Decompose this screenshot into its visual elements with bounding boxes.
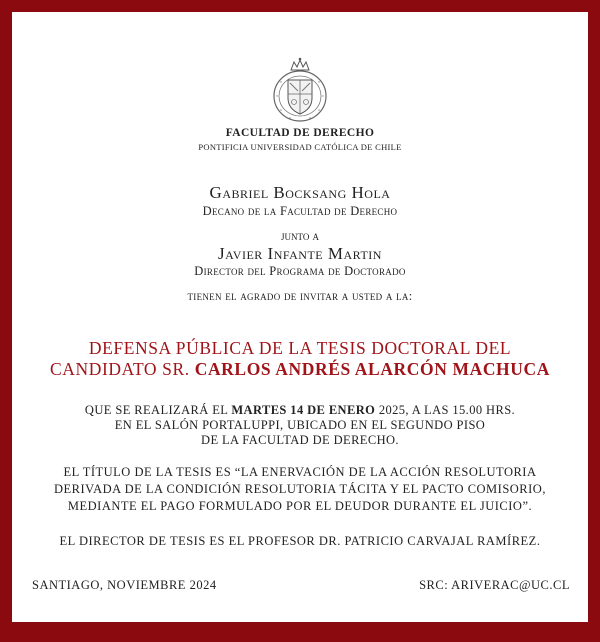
event-title-line1: DEFENSA PÚBLICA DE LA TESIS DOCTORAL DEL bbox=[88, 338, 512, 358]
university-name: PONTIFICIA UNIVERSIDAD CATÓLICA DE CHILE bbox=[198, 142, 402, 152]
details-line2: EN EL SALÓN PORTALUPPI, UBICADO EN EL SEGUNDO PISO bbox=[114, 418, 486, 432]
candidate-name: CARLOS ANDRÉS ALARCÓN MACHUCA bbox=[194, 359, 550, 379]
event-title bbox=[12, 338, 588, 380]
src-contact: SRC: ARIVERAC@UC.CL bbox=[419, 578, 570, 592]
details-line1 bbox=[12, 403, 588, 418]
university-seal-icon bbox=[271, 56, 329, 124]
invitation-card bbox=[12, 12, 588, 622]
thesis-line2: DERIVADA DE LA CONDICIÓN RESOLUTORIA TÁCITA Y EL PACTO COMISORIO, bbox=[54, 482, 546, 496]
event-time: 2025, A LAS 15.00 HRS. bbox=[378, 403, 516, 417]
place-date: SANTIAGO, NOVIEMBRE 2024 bbox=[32, 578, 217, 592]
event-date: MARTES 14 DE ENERO bbox=[231, 403, 376, 417]
dean-role: Decano de la Facultad de Derecho bbox=[202, 204, 398, 218]
thesis-line1: EL TÍTULO DE LA TESIS ES “LA ENERVACIÓN DE LA ACCIÓN RESOLUTORIA bbox=[63, 465, 537, 479]
thesis-title bbox=[12, 464, 588, 515]
thesis-director: EL DIRECTOR DE TESIS ES EL PROFESOR DR. PATRICIO CARVAJAL RAMÍREZ. bbox=[59, 534, 541, 548]
details-line3: DE LA FACULTAD DE DERECHO. bbox=[201, 433, 399, 447]
candidate-prefix: CANDIDATO SR. bbox=[50, 359, 190, 379]
program-director-name: Javier Infante Martin bbox=[218, 244, 382, 263]
faculty-name: FACULTAD DE DERECHO bbox=[225, 127, 375, 139]
details-prefix: QUE SE REALIZARÁ EL bbox=[84, 403, 228, 417]
dean-name: Gabriel Bocksang Hola bbox=[209, 183, 391, 202]
event-details bbox=[12, 403, 588, 448]
event-title-line2 bbox=[12, 359, 588, 380]
invitation-text: tienen el agrado de invitar a usted a la: bbox=[187, 289, 413, 303]
joint-text: junto a bbox=[281, 229, 319, 243]
thesis-line3: MEDIANTE EL PAGO FORMULADO POR EL DEUDOR DURANTE EL JUICIO”. bbox=[67, 499, 533, 513]
program-director-role: Director del Programa de Doctorado bbox=[194, 264, 406, 278]
